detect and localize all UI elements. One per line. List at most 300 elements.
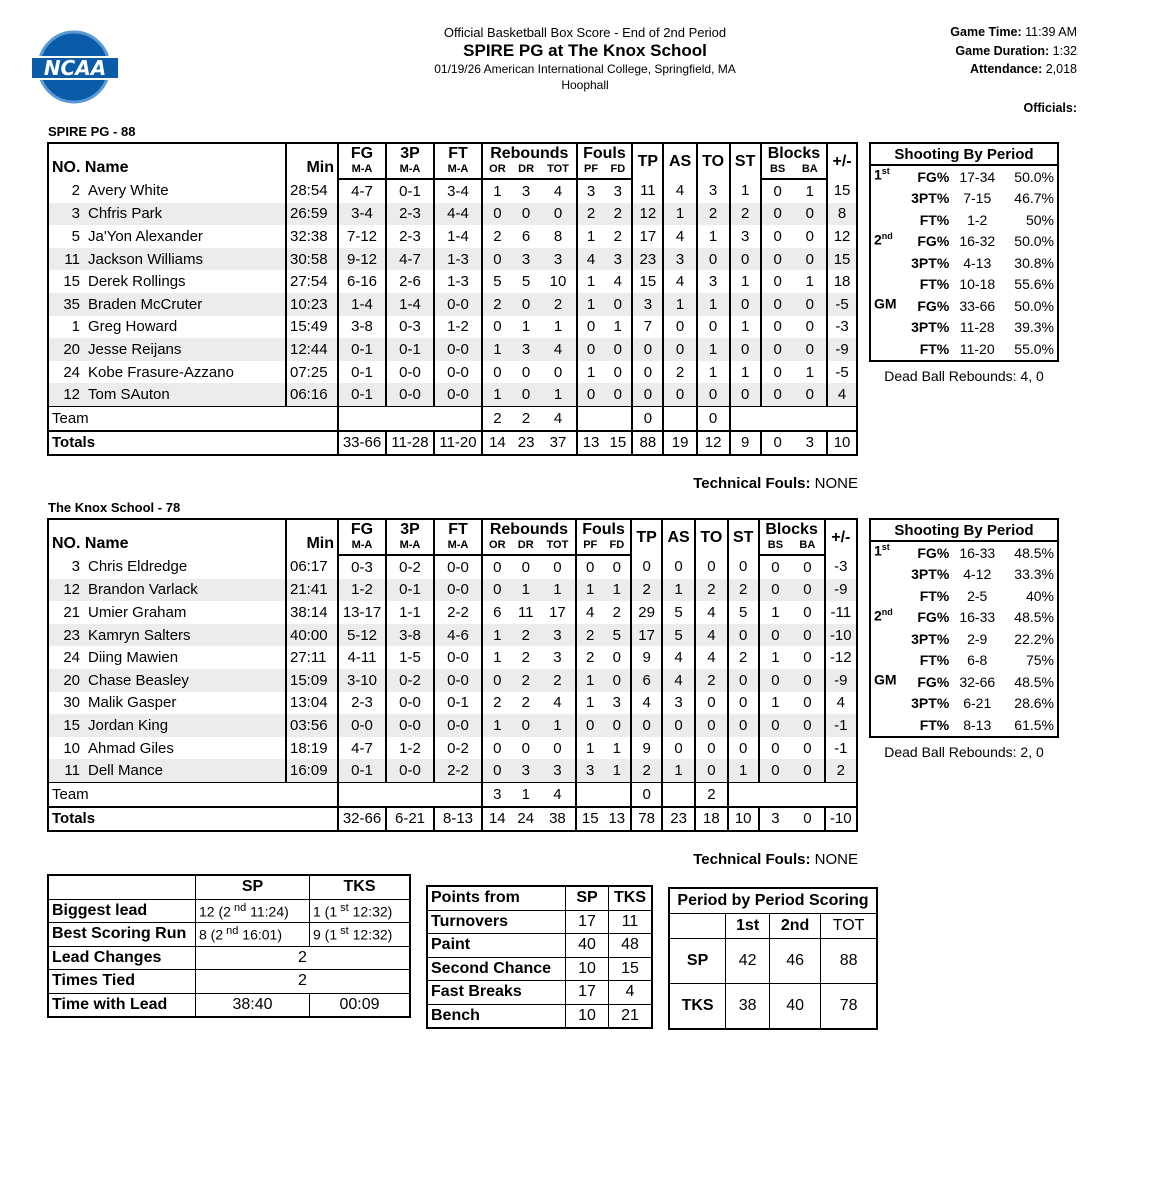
col-header-rebounds: Rebounds (482, 143, 577, 163)
player-stat-dr: 0 (512, 714, 540, 737)
totals-row (48, 431, 857, 456)
totals-ba: 3 (793, 431, 827, 456)
times-tied-label: Times Tied (48, 970, 196, 994)
player-stat-dr: 0 (512, 293, 541, 316)
shooting-made-att: 2-9 (967, 630, 988, 647)
best-run-tks: 9 (1 $^{st}$ 12:32) (310, 923, 411, 947)
player-stat-ba: 0 (791, 669, 824, 692)
col-header-fg: FG (338, 519, 386, 539)
points-from-sp: 40 (566, 934, 609, 958)
col-sub-fd: FD (604, 539, 632, 555)
player-stat-pm: -5 (827, 293, 857, 316)
points-from-tks: 15 (609, 957, 653, 981)
player-stat-fg: 4-7 (338, 179, 386, 203)
lead-changes-label: Lead Changes (48, 946, 196, 970)
player-stat-ba: 0 (793, 383, 827, 406)
shooting-pct: 50% (1025, 211, 1054, 228)
player-stat-or: 0 (482, 737, 512, 760)
totals-label: Totals (48, 431, 338, 456)
player-stat-fd: 0 (613, 363, 623, 381)
points-from-tks: 11 (609, 910, 653, 934)
player-stat-to: 0 (695, 692, 728, 715)
points-from-row (427, 981, 652, 1005)
points-from-label: Second Chance (427, 957, 566, 981)
col-header-ft: FT (434, 143, 482, 163)
times-tied-value: 2 (196, 970, 411, 994)
totals-ba: 0 (791, 807, 824, 832)
player-stat-3p: 0-0 (386, 361, 434, 384)
officials-label: Officials: (1023, 101, 1077, 115)
player-row (48, 624, 857, 647)
player-name: Brandon Varlack (88, 581, 198, 599)
player-stat-ft: 1-2 (434, 316, 482, 339)
player-number: 11 (64, 250, 80, 268)
player-number: 30 (63, 694, 80, 712)
period-scoring-value: 38 (726, 984, 770, 1030)
player-min: 26:59 (286, 203, 338, 226)
player-stat-fg: 13-17 (338, 601, 386, 624)
player-stat-pm: -11 (825, 601, 857, 624)
team-label: Team (48, 782, 338, 806)
player-stat-or: 1 (482, 338, 512, 361)
player-stat-to: 0 (697, 248, 730, 271)
player-stat-to: 0 (697, 316, 730, 339)
player-stat-ba: 0 (805, 227, 814, 245)
player-stat-pf: 0 (576, 555, 604, 579)
player-min: 28:54 (286, 179, 338, 203)
shooting-period (870, 564, 900, 586)
player-stat-dr: 6 (521, 227, 531, 245)
player-stat-fg: 3-4 (338, 203, 386, 226)
ncaa-logo (28, 28, 124, 104)
player-number-name (48, 383, 286, 406)
player-name: Ja'Yon Alexander (88, 227, 203, 245)
player-stat-bs: 0 (759, 714, 791, 737)
player-stat-ft: 0-1 (434, 692, 482, 715)
player-stat-3p: 0-1 (386, 579, 434, 602)
player-stat-fg: 4-11 (338, 646, 386, 669)
player-row (48, 361, 857, 384)
shooting-period (870, 607, 900, 629)
player-number: 12 (63, 581, 80, 599)
col-header-min: Min (286, 519, 338, 555)
totals-as: 19 (663, 431, 696, 456)
shooting-made-att: 17-34 (959, 168, 996, 185)
shooting-row (870, 585, 1058, 607)
shooting-row (870, 564, 1058, 586)
player-stat-st: 0 (730, 293, 761, 316)
shooting-period (870, 585, 900, 607)
player-stat-fg: 0-1 (338, 361, 386, 384)
player-stat-tp: 17 (631, 624, 662, 647)
shooting-stat: FG% (917, 168, 950, 185)
player-stat-as: 4 (663, 225, 696, 248)
col-sub-ba: BA (791, 539, 824, 555)
player-name: Dell Mance (88, 762, 164, 780)
player-row (48, 270, 857, 293)
shooting-period (870, 188, 900, 210)
totals-tp: 88 (632, 431, 663, 456)
period-number: 2 (874, 607, 882, 624)
team2-dead-ball-rebounds: Dead Ball Rebounds: 2, 0 (884, 744, 1044, 760)
shooting-stat: 3PT% (911, 254, 950, 271)
shooting-made-att: 16-32 (959, 233, 996, 250)
player-stat-fg: 1-4 (338, 293, 386, 316)
period-scoring-team: TKS (669, 984, 726, 1030)
player-stat-fg: 0-3 (338, 555, 386, 579)
player-stat-fg: 0-1 (338, 338, 386, 361)
player-min: 38:14 (286, 601, 338, 624)
col-sub-made-att: M-A (434, 539, 482, 555)
attendance-label: Attendance: (970, 62, 1043, 76)
player-stat-bs: 0 (761, 179, 794, 203)
player-name: Kobe Frasure-Azzano (88, 363, 234, 381)
player-stat-st: 2 (728, 579, 759, 602)
player-stat-bs: 0 (761, 203, 794, 226)
totals-to: 18 (695, 807, 728, 832)
player-stat-dr: 2 (521, 649, 530, 667)
col-header-blocks: Blocks (759, 519, 825, 539)
player-stat-ft: 4-6 (434, 624, 482, 647)
player-stat-ft: 2-2 (434, 759, 482, 782)
shooting-pct: 48.5% (1014, 609, 1054, 626)
shooting-pct: 50.0% (1014, 168, 1054, 185)
player-stat-ba: 0 (803, 649, 812, 667)
col-sub-bs: BS (761, 163, 794, 179)
player-stat-pf: 1 (577, 270, 605, 293)
shooting-row (870, 714, 1058, 737)
player-min: 32:38 (286, 225, 338, 248)
shooting-pct: 39.3% (1014, 319, 1054, 336)
player-stat-fd: 3 (612, 694, 621, 712)
player-stat-tp: 0 (631, 714, 662, 737)
game-info (950, 23, 1077, 79)
player-stat-fg: 9-12 (338, 248, 386, 271)
player-stat-fd: 0 (612, 649, 621, 667)
player-stat-dr: 0 (512, 383, 541, 406)
player-stat-fd: 0 (604, 293, 632, 316)
col-header-3p: 3P (386, 519, 434, 539)
player-number-name (48, 248, 286, 271)
team-tot: 4 (540, 406, 576, 430)
player-stat-ft: 1-3 (434, 248, 482, 271)
totals-bs: 3 (759, 807, 791, 832)
player-stat-as: 5 (662, 601, 695, 624)
team-fouls-empty (577, 406, 633, 430)
shooting-made-att: 7-15 (963, 190, 992, 207)
period-scoring-table (668, 887, 878, 1030)
game-duration: 1:32 (1052, 43, 1077, 58)
player-stat-ft: 0-0 (434, 338, 482, 361)
shooting-table (869, 142, 1059, 362)
shooting-row (870, 165, 1058, 188)
player-stat-pm: -9 (825, 669, 857, 692)
player-stat-as: 0 (662, 737, 695, 760)
player-stat-dr: 0 (512, 203, 541, 226)
player-stat-bs: 0 (759, 579, 791, 602)
player-min: 18:19 (286, 737, 338, 760)
team-rest-empty (730, 406, 857, 430)
player-stat-ft: 0-0 (434, 579, 482, 602)
player-stat-3p: 0-0 (386, 759, 434, 782)
player-min: 03:56 (286, 714, 338, 737)
player-stat-pm: 2 (825, 759, 857, 782)
player-stat-dr: 3 (512, 248, 541, 271)
player-stat-bs: 0 (761, 248, 794, 271)
totals-or: 14 (482, 431, 512, 456)
shooting-made-att: 4-13 (963, 254, 992, 271)
technical-fouls-label: Technical Fouls: (693, 475, 811, 492)
shooting-stat: 3PT% (911, 190, 950, 207)
player-stat-pm: -5 (827, 361, 857, 384)
player-stat-as: 0 (663, 383, 696, 406)
period-number: 1 (874, 542, 882, 559)
player-stat-tot: 17 (549, 603, 566, 621)
player-number: 3 (71, 205, 80, 223)
player-name: Ahmad Giles (88, 739, 174, 757)
period-scoring (668, 887, 878, 1030)
player-stat-pm: 4 (825, 692, 857, 715)
player-stat-3p: 0-1 (386, 179, 434, 203)
player-stat-ft: 1-4 (434, 225, 482, 248)
player-number-name (48, 646, 286, 669)
player-stat-ft: 0-0 (434, 714, 482, 737)
player-row (48, 669, 857, 692)
shooting-row (870, 607, 1058, 629)
col-sub-made-att: M-A (434, 163, 482, 179)
player-stat-fg: 1-2 (338, 579, 386, 602)
player-stat-dr: 2 (512, 669, 540, 692)
player-min: 07:25 (286, 361, 338, 384)
player-stat-3p: 2-6 (386, 270, 434, 293)
player-stat-tp: 11 (632, 179, 663, 203)
player-number: 21 (63, 603, 80, 621)
totals-st: 10 (728, 807, 759, 832)
points-from (426, 885, 653, 1029)
team-to: 2 (695, 782, 728, 806)
points-from-label: Paint (427, 934, 566, 958)
player-stat-tp: 29 (631, 601, 662, 624)
player-stat-ft: 0-0 (434, 361, 482, 384)
shooting-stat: FG% (917, 609, 950, 626)
player-number-name (48, 293, 286, 316)
player-stat-tot: 2 (540, 293, 576, 316)
player-stat-to: 4 (695, 601, 728, 624)
player-stat-tot: 1 (553, 318, 563, 336)
col-sub-pf: PF (577, 163, 605, 179)
player-stat-or: 2 (482, 293, 512, 316)
shooting-stat: 3PT% (911, 319, 950, 336)
shooting-row (870, 628, 1058, 650)
points-from-tks: 4 (609, 981, 653, 1005)
player-stat-fg: 0-0 (338, 714, 386, 737)
player-stat-ba: 0 (793, 203, 827, 226)
player-stat-dr: 2 (521, 694, 530, 712)
shooting-period (870, 252, 900, 274)
player-stat-tot: 0 (553, 363, 563, 381)
player-stat-tot: 4 (553, 182, 563, 200)
game-duration-label: Game Duration: (955, 43, 1050, 58)
player-stat-to: 0 (695, 737, 728, 760)
player-stat-st: 3 (730, 225, 761, 248)
points-from-sp: 10 (566, 957, 609, 981)
player-stat-as: 1 (662, 759, 695, 782)
player-stat-tp: 9 (631, 737, 662, 760)
team-shooting-empty (338, 406, 482, 430)
points-from-row (427, 910, 652, 934)
player-stat-fd: 2 (613, 227, 623, 245)
player-stat-tp: 0 (632, 383, 663, 406)
box-score-table (47, 518, 858, 832)
totals-fd: 13 (604, 807, 632, 832)
shooting-row (870, 317, 1058, 339)
player-stat-tot: 1 (540, 579, 576, 602)
player-stat-pm: -1 (825, 714, 857, 737)
player-stat-dr: 0 (521, 739, 530, 757)
player-stat-pf: 1 (577, 225, 605, 248)
player-stat-dr: 3 (512, 759, 540, 782)
period-scoring-value: 78 (821, 984, 877, 1030)
player-stat-fd: 3 (613, 182, 623, 200)
player-stat-or: 1 (482, 179, 512, 203)
player-number-name (48, 179, 286, 203)
player-stat-pf: 1 (576, 737, 604, 760)
player-stat-or: 5 (482, 270, 512, 293)
player-row (48, 203, 857, 226)
player-min: 21:41 (286, 579, 338, 602)
player-stat-fd: 4 (613, 273, 623, 291)
player-stat-to: 2 (695, 669, 728, 692)
shooting-period (870, 274, 900, 296)
player-stat-ba: 0 (793, 293, 827, 316)
totals-row (48, 807, 857, 832)
player-number: 10 (63, 739, 80, 757)
player-name: Braden McCruter (88, 295, 203, 313)
player-number-name (48, 759, 286, 782)
period-suffix: nd (881, 230, 893, 241)
lead-changes-value: 2 (196, 946, 411, 970)
player-stat-as: 0 (662, 555, 695, 579)
player-name: Kamryn Salters (88, 626, 191, 644)
player-stat-pf: 0 (577, 338, 605, 361)
shooting-period (870, 671, 900, 693)
team2-shooting-by-period (869, 518, 1059, 738)
player-stat-3p: 1-4 (386, 293, 434, 316)
totals-ft: 8-13 (434, 807, 482, 832)
player-stat-tp: 4 (631, 692, 662, 715)
attendance: 2,018 (1045, 62, 1077, 76)
player-stat-bs: 0 (761, 361, 794, 384)
player-min: 10:23 (286, 293, 338, 316)
shooting-period (870, 338, 900, 361)
period-number: GM (874, 671, 897, 688)
team1-dead-ball-rebounds: Dead Ball Rebounds: 4, 0 (884, 368, 1044, 384)
player-stat-pf: 4 (576, 601, 604, 624)
points-from-col-sp: SP (566, 886, 609, 910)
team2-title: The Knox School - 78 (48, 500, 181, 515)
shooting-stat: 3PT% (911, 566, 950, 583)
team-tp: 0 (632, 406, 663, 430)
totals-pf: 13 (577, 431, 605, 456)
shooting-period (870, 714, 900, 737)
player-row (48, 383, 857, 406)
player-stat-fd: 0 (604, 714, 632, 737)
period-number: 1 (874, 166, 882, 183)
player-number-name (48, 601, 286, 624)
player-stat-dr: 3 (512, 338, 541, 361)
totals-ft: 11-20 (434, 431, 482, 456)
period-scoring-row (669, 939, 877, 984)
best-run-sp: 8 (2 $^{nd}$ 16:01) (196, 923, 310, 947)
player-min: 30:58 (286, 248, 338, 271)
points-from-sp: 17 (566, 910, 609, 934)
player-stat-bs: 0 (761, 293, 794, 316)
player-stat-as: 1 (663, 293, 696, 316)
period-scoring-col: 1st (726, 914, 770, 939)
player-number: 15 (63, 273, 80, 291)
team-row (48, 406, 857, 430)
player-stat-or: 2 (482, 692, 512, 715)
player-stat-st: 0 (730, 338, 761, 361)
player-number: 24 (63, 649, 80, 667)
shooting-made-att: 32-66 (959, 673, 996, 690)
best-run-label: Best Scoring Run (48, 923, 196, 947)
player-stat-3p: 0-0 (386, 692, 434, 715)
shooting-row (870, 231, 1058, 253)
player-name: Chris Eldredge (88, 558, 188, 576)
player-row (48, 714, 857, 737)
player-stat-fd: 5 (604, 624, 632, 647)
player-stat-tp: 2 (631, 759, 662, 782)
player-stat-pm: -3 (827, 316, 857, 339)
shooting-made-att: 4-12 (963, 566, 992, 583)
player-stat-pm: -12 (825, 646, 857, 669)
player-stat-ba: 0 (791, 714, 824, 737)
player-number-name (48, 692, 286, 715)
player-stat-pf: 0 (577, 383, 605, 406)
player-stat-ba: 0 (791, 759, 824, 782)
player-stat-ba: 0 (793, 248, 827, 271)
shooting-made-att: 11-28 (959, 319, 995, 336)
player-stat-fd: 0 (604, 338, 632, 361)
shooting-made-att: 10-18 (959, 276, 996, 293)
shooting-period (870, 165, 900, 188)
player-stat-or: 0 (482, 759, 512, 782)
player-stat-dr: 0 (521, 558, 530, 576)
player-name: Jackson Williams (88, 250, 204, 268)
team-as-empty (662, 782, 695, 806)
player-stat-pm: 15 (827, 248, 857, 271)
player-min: 16:09 (286, 759, 338, 782)
col-sub-dr: DR (512, 163, 541, 179)
player-min: 27:11 (286, 646, 338, 669)
col-header-blocks: Blocks (761, 143, 827, 163)
player-stat-fg: 7-12 (338, 225, 386, 248)
player-stat-as: 4 (662, 646, 695, 669)
player-stat-fg: 3-10 (338, 669, 386, 692)
player-stat-fg: 5-12 (338, 624, 386, 647)
shooting-row (870, 693, 1058, 715)
player-stat-fd: 0 (604, 383, 632, 406)
shooting-pct: 50.0% (1014, 297, 1054, 314)
shooting-period (870, 650, 900, 672)
player-stat-ba: 0 (791, 624, 824, 647)
player-min: 40:00 (286, 624, 338, 647)
player-stat-pf: 4 (577, 248, 605, 271)
shooting-pct: 40% (1025, 587, 1054, 604)
player-stat-to: 4 (695, 624, 728, 647)
points-from-label: Bench (427, 1004, 566, 1028)
